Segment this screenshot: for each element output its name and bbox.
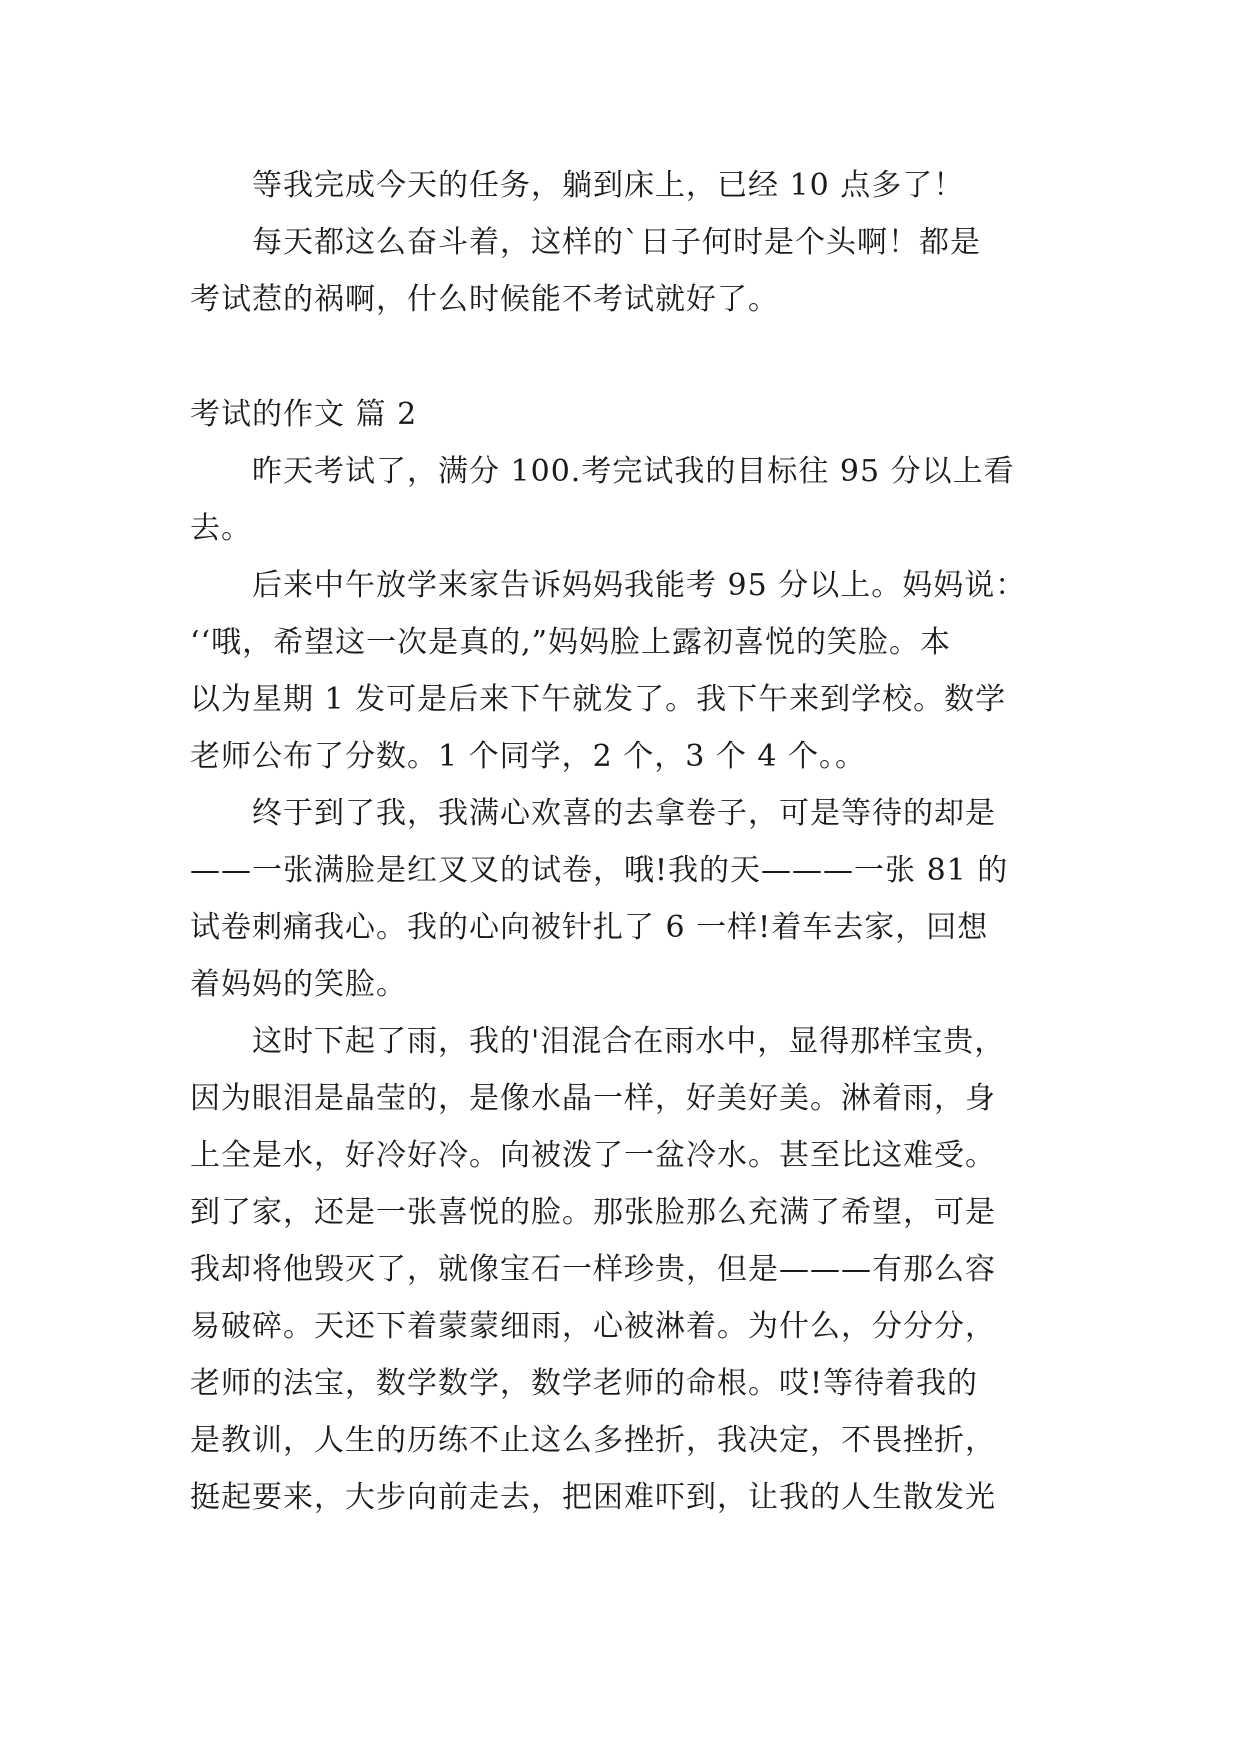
paragraph-line: 我却将他毁灭了，就像宝石一样珍贵，但是———有那么容: [190, 1252, 996, 1287]
paragraph-line: 上全是水，好冷好冷。向被泼了一盆冷水。甚至比这难受。: [190, 1138, 996, 1173]
paragraph-line: 因为眼泪是晶莹的，是像水晶一样，好美好美。淋着雨，身: [190, 1081, 996, 1116]
paragraph-line: ‘‘哦，希望这一次是真的,”妈妈脸上露初喜悦的笑脸。本: [190, 625, 951, 660]
paragraph-line: 昨天考试了，满分 100.考完试我的目标往 95 分以上看: [252, 454, 1015, 489]
paragraph-line: 去。: [190, 511, 252, 546]
paragraph-line: 是教训，人生的历练不止这么多挫折，我决定，不畏挫折，: [190, 1423, 996, 1458]
paragraph-line: 后来中午放学来家告诉妈妈我能考 95 分以上。妈妈说：: [252, 568, 1027, 603]
paragraph-line: 以为星期 1 发可是后来下午就发了。我下午来到学校。数学: [190, 682, 1007, 717]
paragraph-line: 老师的法宝，数学数学，数学老师的命根。哎!等待着我的: [190, 1366, 979, 1401]
paragraph-line: 这时下起了雨，我的'泪混合在雨水中，显得那样宝贵，: [252, 1024, 1006, 1059]
paragraph-line: 试卷刺痛我心。我的心向被针扎了 6 一样!着车去家，回想: [190, 910, 989, 945]
paragraph-line: 着妈妈的笑脸。: [190, 967, 407, 1002]
paragraph-line: 到了家，还是一张喜悦的脸。那张脸那么充满了希望，可是: [190, 1195, 996, 1230]
paragraph-line: 考试惹的祸啊，什么时候能不考试就好了。: [190, 282, 779, 317]
paragraph-line: 每天都这么奋斗着，这样的`日子何时是个头啊！都是: [252, 225, 981, 260]
paragraph-line: 等我完成今天的任务，躺到床上，已经 10 点多了！: [252, 168, 965, 203]
paragraph-line: ——一张满脸是红叉叉的试卷，哦!我的天———一张 81 的: [190, 853, 1009, 888]
paragraph-line: 挺起要来，大步向前走去，把困难吓到，让我的人生散发光: [190, 1480, 996, 1515]
paragraph-line: 老师公布了分数。1 个同学，2 个，3 个 4 个。。: [190, 739, 867, 774]
paragraph-line: 易破碎。天还下着蒙蒙细雨，心被淋着。为什么，分分分，: [190, 1309, 996, 1344]
section-heading: 考试的作文 篇 2: [190, 397, 418, 432]
paragraph-line: 终于到了我，我满心欢喜的去拿卷子，可是等待的却是: [252, 796, 996, 831]
